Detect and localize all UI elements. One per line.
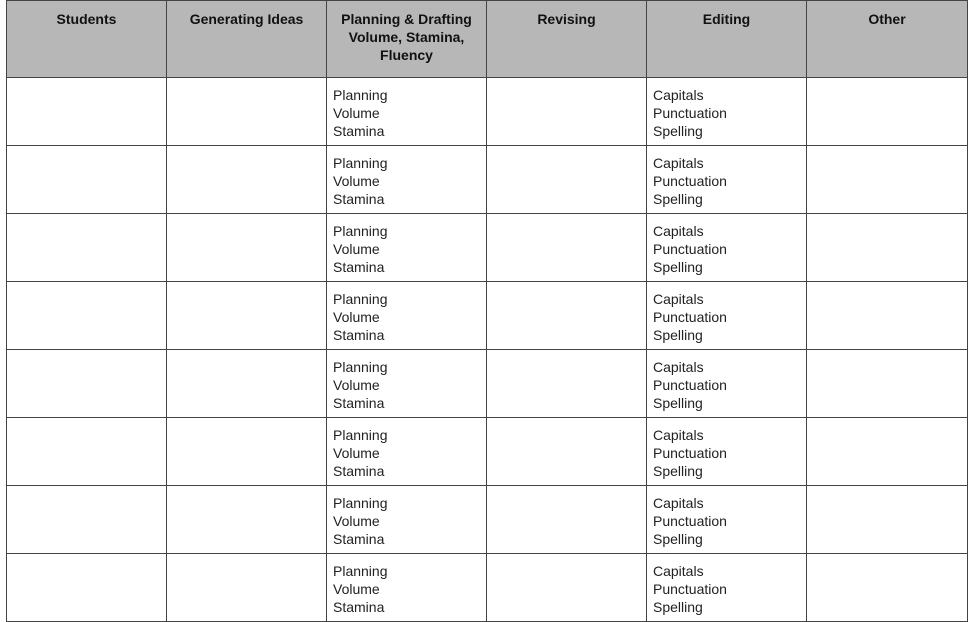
table-row — [7, 554, 968, 622]
editing-item: Spelling — [653, 123, 703, 139]
generating-ideas-cell[interactable] — [167, 350, 327, 418]
editing-item: Punctuation — [653, 513, 727, 529]
editing-item: Punctuation — [653, 173, 727, 189]
generating-ideas-cell[interactable] — [167, 214, 327, 282]
revising-cell[interactable] — [487, 554, 647, 622]
planning-item: Planning — [333, 427, 388, 443]
planning-item: Stamina — [333, 259, 385, 275]
other-cell[interactable] — [807, 486, 968, 554]
revising-cell[interactable] — [487, 486, 647, 554]
planning-item: Stamina — [333, 395, 385, 411]
planning-item: Planning — [333, 223, 388, 239]
student-cell[interactable] — [7, 418, 167, 486]
editing-item: Capitals — [653, 495, 704, 511]
other-cell[interactable] — [807, 146, 968, 214]
planning-cell — [327, 486, 487, 554]
editing-item: Capitals — [653, 359, 704, 375]
revising-cell[interactable] — [487, 214, 647, 282]
student-cell[interactable] — [7, 146, 167, 214]
other-cell[interactable] — [807, 214, 968, 282]
student-cell[interactable] — [7, 78, 167, 146]
header-row — [7, 1, 968, 78]
table-body — [7, 78, 968, 622]
editing-cell — [647, 146, 807, 214]
table-row — [7, 78, 968, 146]
editing-item: Spelling — [653, 531, 703, 547]
planning-item: Planning — [333, 495, 388, 511]
student-cell[interactable] — [7, 554, 167, 622]
planning-item: Stamina — [333, 599, 385, 615]
revising-cell[interactable] — [487, 282, 647, 350]
editing-cell — [647, 78, 807, 146]
planning-item: Planning — [333, 87, 388, 103]
student-cell[interactable] — [7, 350, 167, 418]
editing-cell — [647, 350, 807, 418]
editing-cell — [647, 418, 807, 486]
other-cell[interactable] — [807, 282, 968, 350]
editing-item: Spelling — [653, 327, 703, 343]
planning-cell — [327, 350, 487, 418]
header-editing: Editing — [647, 1, 807, 78]
editing-cell — [647, 486, 807, 554]
student-cell[interactable] — [7, 282, 167, 350]
planning-item: Volume — [333, 105, 380, 121]
planning-cell — [327, 554, 487, 622]
planning-item: Stamina — [333, 123, 385, 139]
planning-item: Planning — [333, 291, 388, 307]
editing-cell — [647, 214, 807, 282]
other-cell[interactable] — [807, 418, 968, 486]
planning-item: Stamina — [333, 463, 385, 479]
header-generating-ideas: Generating Ideas — [167, 1, 327, 78]
planning-item: Planning — [333, 359, 388, 375]
table-row — [7, 418, 968, 486]
other-cell[interactable] — [807, 78, 968, 146]
header-students: Students — [7, 1, 167, 78]
table-row — [7, 146, 968, 214]
editing-item: Punctuation — [653, 309, 727, 325]
planning-cell — [327, 418, 487, 486]
table-row — [7, 486, 968, 554]
editing-item: Spelling — [653, 191, 703, 207]
student-cell[interactable] — [7, 486, 167, 554]
table-row — [7, 350, 968, 418]
header-other: Other — [807, 1, 968, 78]
planning-cell — [327, 214, 487, 282]
revising-cell[interactable] — [487, 78, 647, 146]
planning-item: Volume — [333, 377, 380, 393]
editing-item: Capitals — [653, 563, 704, 579]
generating-ideas-cell[interactable] — [167, 78, 327, 146]
table-row — [7, 214, 968, 282]
revising-cell[interactable] — [487, 350, 647, 418]
planning-cell — [327, 146, 487, 214]
planning-item: Stamina — [333, 191, 385, 207]
other-cell[interactable] — [807, 554, 968, 622]
editing-item: Punctuation — [653, 581, 727, 597]
editing-item: Spelling — [653, 259, 703, 275]
revising-cell[interactable] — [487, 418, 647, 486]
editing-cell — [647, 554, 807, 622]
editing-item: Punctuation — [653, 445, 727, 461]
editing-item: Punctuation — [653, 377, 727, 393]
generating-ideas-cell[interactable] — [167, 554, 327, 622]
other-cell[interactable] — [807, 350, 968, 418]
planning-item: Volume — [333, 309, 380, 325]
generating-ideas-cell[interactable] — [167, 146, 327, 214]
planning-item: Volume — [333, 173, 380, 189]
revising-cell[interactable] — [487, 146, 647, 214]
conference-notes-sheet — [6, 0, 967, 615]
planning-item: Volume — [333, 581, 380, 597]
planning-item: Volume — [333, 513, 380, 529]
generating-ideas-cell[interactable] — [167, 282, 327, 350]
planning-item: Stamina — [333, 327, 385, 343]
editing-item: Spelling — [653, 463, 703, 479]
header-revising: Revising — [487, 1, 647, 78]
editing-item: Spelling — [653, 599, 703, 615]
writing-conference-table — [6, 0, 968, 622]
editing-item: Capitals — [653, 291, 704, 307]
editing-item: Capitals — [653, 427, 704, 443]
generating-ideas-cell[interactable] — [167, 486, 327, 554]
header-planning-drafting: Planning & Drafting Volume, Stamina, Fluency — [327, 1, 487, 78]
table-row — [7, 282, 968, 350]
editing-item: Punctuation — [653, 241, 727, 257]
planning-item: Planning — [333, 563, 388, 579]
generating-ideas-cell[interactable] — [167, 418, 327, 486]
student-cell[interactable] — [7, 214, 167, 282]
planning-item: Volume — [333, 241, 380, 257]
planning-cell — [327, 282, 487, 350]
editing-item: Capitals — [653, 155, 704, 171]
editing-item: Spelling — [653, 395, 703, 411]
planning-item: Stamina — [333, 531, 385, 547]
planning-cell — [327, 78, 487, 146]
editing-item: Capitals — [653, 87, 704, 103]
editing-item: Capitals — [653, 223, 704, 239]
editing-item: Punctuation — [653, 105, 727, 121]
planning-item: Planning — [333, 155, 388, 171]
editing-cell — [647, 282, 807, 350]
planning-item: Volume — [333, 445, 380, 461]
